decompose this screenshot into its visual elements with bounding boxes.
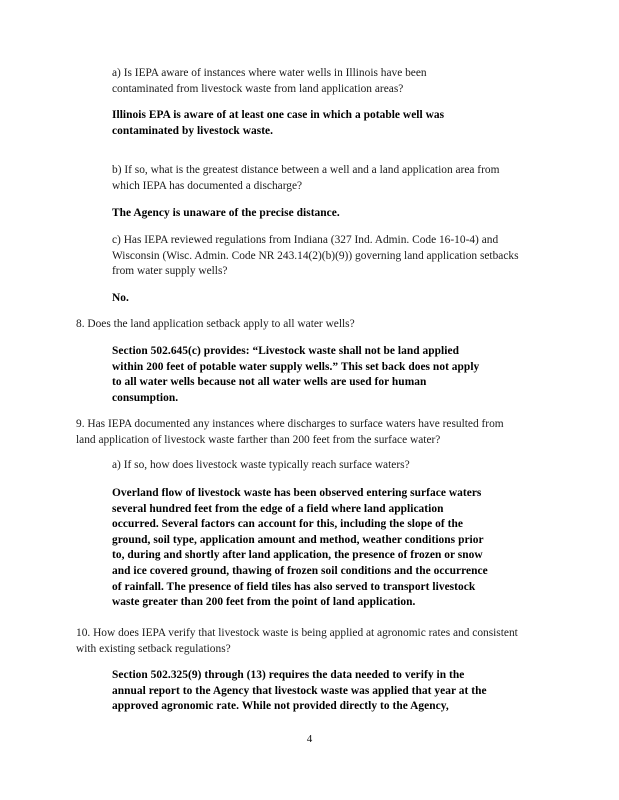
question-9: 9. Has IEPA documented any instances where discharges to surface waters have resulted from land application of livestock waste farther than 200 feet from the surface water? xyxy=(76,418,504,446)
page-number: 4 xyxy=(306,733,313,745)
question-7c: c) Has IEPA reviewed regulations from Indiana (327 Ind. Admin. Code 16-10-4) and Wisconsin (Wisc. Admin. Code NR 243.14(2)(b)(9)) governing land application setbacks from water supply wells? xyxy=(112,234,519,278)
question-8: 8. Does the land application setback apply to all water wells? xyxy=(76,318,355,330)
answer-7b: The Agency is unaware of the precise distance. xyxy=(112,207,340,219)
answer-10: Section 502.325(9) through (13) requires the data needed to verify in the annual report to the Agency that livestock waste was applied that year at the approved agronomic rate. While not provided directly to the Agency, xyxy=(112,669,487,713)
answer-8: Section 502.645(c) provides: “Livestock waste shall not be land applied within 200 feet of potable water supply wells.” This set back does not apply to all water wells because not all water wells are used for human consumption. xyxy=(112,345,480,404)
question-9a: a) If so, how does livestock waste typically reach surface waters? xyxy=(112,459,410,471)
question-10: 10. How does IEPA verify that livestock waste is being applied at agronomic rates and consistent with existing setback regulations? xyxy=(76,627,518,655)
question-7b: b) If so, what is the greatest distance between a well and a land application area from which IEPA has documented a discharge? xyxy=(112,164,500,192)
answer-7c: No. xyxy=(112,292,129,304)
answer-9a: Overland flow of livestock waste has been observed entering surface waters several hundred feet from the edge of a field where land application occurred. Several factors can account for this, including the slope of the ground, soil type, application amount and method, weather conditions prior to, during and shortly after land application, the presence of frozen or snow and ice covered ground, thawing of frozen soil conditions and the occurrence of rainfall. The presence of field tiles has also served to transport livestock waste greater than 200 feet from the point of land application. xyxy=(112,487,488,609)
question-7a: a) Is IEPA aware of instances where water wells in Illinois have been contaminated from livestock waste from land application areas? xyxy=(112,67,427,95)
answer-7a: Illinois EPA is aware of at least one case in which a potable well was contaminated by livestock waste. xyxy=(112,109,445,137)
